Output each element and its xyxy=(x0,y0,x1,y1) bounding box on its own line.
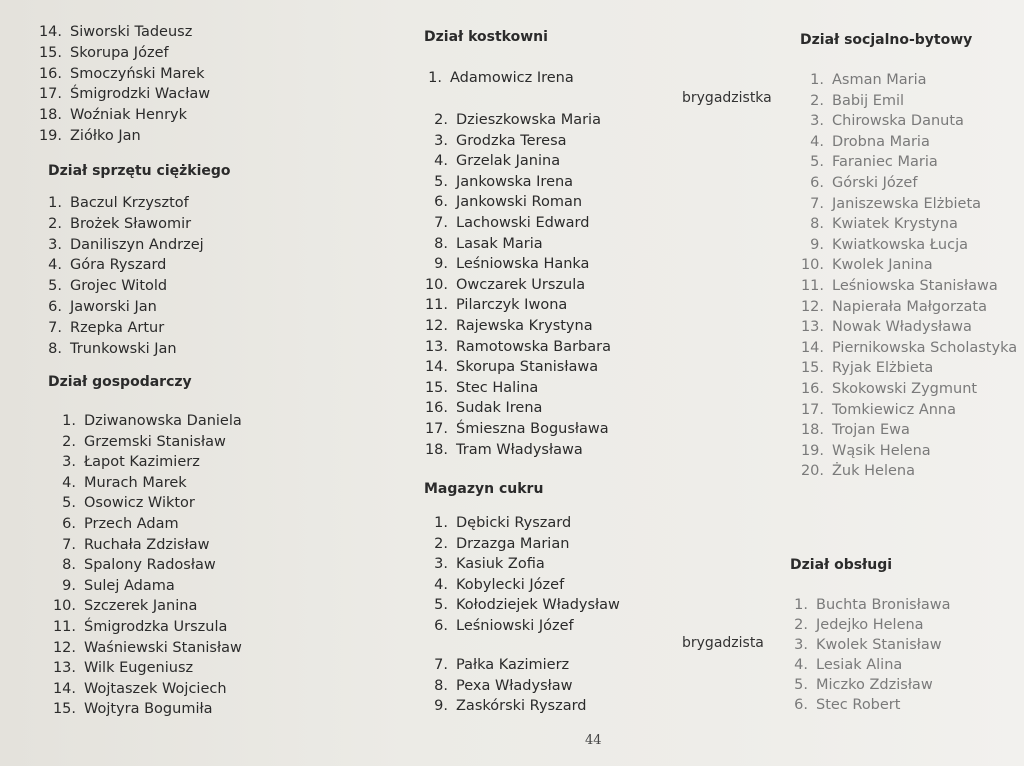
list-item xyxy=(412,398,542,418)
item-number: 11. xyxy=(424,297,448,314)
list-item xyxy=(776,595,950,615)
person-name: Leśniowska Hanka xyxy=(456,256,590,273)
item-number: 7. xyxy=(48,319,62,336)
person-name: Górski Józef xyxy=(832,175,918,191)
item-number: 3. xyxy=(48,236,62,253)
person-name: Napierała Małgorzata xyxy=(832,298,987,315)
person-name: Jankowski Roman xyxy=(456,194,583,211)
person-name: Lesiak Alina xyxy=(816,657,903,673)
person-name: Ryjak Elżbieta xyxy=(832,360,934,377)
list-item xyxy=(776,655,902,675)
item-number: 16. xyxy=(424,400,448,417)
list-item xyxy=(412,513,571,533)
item-number: 3. xyxy=(794,637,808,653)
list-item xyxy=(412,337,611,357)
item-number: 6. xyxy=(62,516,76,532)
section-heading: Dział obsługi xyxy=(790,557,893,573)
list-item xyxy=(412,172,573,192)
person-name: Drobna Maria xyxy=(832,133,930,150)
person-name: Pexa Władysław xyxy=(456,677,573,694)
section-heading: Dział gospodarczy xyxy=(48,374,192,390)
item-number: 1. xyxy=(434,515,448,531)
list-item xyxy=(32,699,212,719)
person-name: Jankowska Irena xyxy=(456,173,574,190)
person-name: Baczul Krzysztof xyxy=(70,195,189,211)
list-item xyxy=(32,658,193,678)
item-number: 5. xyxy=(434,597,448,614)
person-name: Lasak Maria xyxy=(456,235,543,252)
list-item xyxy=(30,105,187,125)
person-name: Kwolek Stanisław xyxy=(816,637,942,653)
item-number: 6. xyxy=(434,194,448,211)
person-name: Daniliszyn Andrzej xyxy=(70,236,204,253)
list-item xyxy=(30,84,210,104)
person-name: Góra Ryszard xyxy=(70,257,167,274)
item-number: 5. xyxy=(794,677,808,693)
list-item xyxy=(412,234,543,254)
list-item xyxy=(32,493,195,513)
item-number: 17. xyxy=(800,401,824,418)
person-name: Kobylecki Józef xyxy=(456,576,565,593)
item-number: 1. xyxy=(62,413,76,429)
person-name: Tomkiewicz Anna xyxy=(832,401,957,418)
person-name: Skokowski Zygmunt xyxy=(832,381,978,397)
item-number: 7. xyxy=(62,536,76,553)
list-item xyxy=(32,411,242,431)
item-number: 1. xyxy=(794,597,808,613)
item-number: 8. xyxy=(48,340,62,357)
list-item xyxy=(412,110,601,130)
person-name: Wojtyra Bogumiła xyxy=(84,701,213,718)
item-number: 20. xyxy=(800,463,824,480)
item-number: 3. xyxy=(62,454,76,471)
item-number: 6. xyxy=(434,618,448,634)
person-name: Lachowski Edward xyxy=(456,215,590,231)
list-item xyxy=(30,214,191,234)
person-name: Sulej Adama xyxy=(84,577,175,594)
item-number: 9. xyxy=(810,236,824,253)
role-note: brygadzista xyxy=(682,635,764,651)
person-name: Siworski Tadeusz xyxy=(70,24,193,40)
list-item xyxy=(30,276,167,296)
person-name: Śmieszna Bogusława xyxy=(456,421,609,437)
item-number: 18. xyxy=(800,422,824,439)
item-number: 7. xyxy=(434,215,448,231)
list-item xyxy=(412,254,589,274)
person-name: Miczko Zdzisław xyxy=(816,677,933,693)
item-number: 1. xyxy=(428,70,442,86)
list-item xyxy=(784,173,917,193)
list-item xyxy=(412,676,573,696)
item-number: 10. xyxy=(52,598,76,615)
item-number: 13. xyxy=(800,319,824,336)
list-item xyxy=(412,419,609,439)
list-item xyxy=(776,695,900,715)
person-name: Grzemski Stanisław xyxy=(84,433,226,450)
person-name: Leśniowska Stanisława xyxy=(832,278,998,294)
person-name: Żuk Helena xyxy=(832,463,915,480)
item-number: 8. xyxy=(62,557,76,574)
list-item xyxy=(412,554,545,574)
person-name: Rzepka Artur xyxy=(70,319,165,336)
page-number: 44 xyxy=(585,733,602,748)
person-name: Wojtaszek Wojciech xyxy=(84,680,227,697)
list-item xyxy=(32,473,187,493)
person-name: Murach Marek xyxy=(84,474,187,491)
person-name: Skorupa Józef xyxy=(70,44,169,61)
item-number: 16. xyxy=(38,65,62,82)
item-number: 14. xyxy=(800,339,824,356)
person-name: Kwolek Janina xyxy=(832,257,933,274)
item-number: 4. xyxy=(810,133,824,150)
list-item xyxy=(412,131,567,151)
person-name: Babij Emil xyxy=(832,92,905,109)
list-item xyxy=(32,555,216,575)
person-name: Drzazga Marian xyxy=(456,535,570,552)
person-name: Janiszewska Elżbieta xyxy=(832,195,982,212)
list-item xyxy=(784,214,958,234)
list-item xyxy=(784,338,1017,358)
item-number: 2. xyxy=(810,92,824,109)
person-name: Rajewska Krystyna xyxy=(456,318,593,334)
person-name: Trunkowski Jan xyxy=(70,340,177,357)
list-item xyxy=(784,317,972,337)
person-name: Grodzka Teresa xyxy=(456,132,567,149)
item-number: 9. xyxy=(62,577,76,594)
item-number: 7. xyxy=(810,195,824,212)
item-number: 4. xyxy=(48,257,62,274)
section-heading: Dział socjalno-bytowy xyxy=(800,32,973,48)
list-item xyxy=(30,43,169,63)
person-name: Wąsik Helena xyxy=(832,442,931,459)
list-item xyxy=(776,615,924,635)
person-name: Stec Robert xyxy=(816,697,901,713)
item-number: 10. xyxy=(424,276,448,293)
list-item xyxy=(784,400,956,420)
section-heading: Magazyn cukru xyxy=(424,481,544,497)
list-item xyxy=(412,575,564,595)
list-item xyxy=(412,696,587,716)
item-number: 17. xyxy=(424,421,448,437)
role-note: brygadzistka xyxy=(682,90,772,106)
person-name: Trojan Ewa xyxy=(832,422,910,439)
item-number: 3. xyxy=(810,113,824,130)
item-number: 9. xyxy=(434,698,448,715)
list-item xyxy=(412,275,585,295)
list-item xyxy=(776,675,933,695)
item-number: 2. xyxy=(434,535,448,552)
person-name: Chirowska Danuta xyxy=(832,113,964,130)
person-name: Szczerek Janina xyxy=(84,598,198,615)
item-number: 2. xyxy=(434,112,448,128)
item-number: 10. xyxy=(800,257,824,274)
item-number: 5. xyxy=(434,173,448,190)
person-name: Śmigrodzka Urszula xyxy=(84,619,228,635)
list-item xyxy=(784,276,998,296)
list-item xyxy=(32,638,242,658)
list-item xyxy=(30,126,141,146)
list-item xyxy=(412,151,560,171)
list-item xyxy=(784,235,968,255)
person-name: Nowak Władysława xyxy=(832,319,972,336)
list-item xyxy=(30,318,164,338)
item-number: 8. xyxy=(434,235,448,252)
item-number: 14. xyxy=(38,24,62,40)
item-number: 2. xyxy=(794,617,808,633)
list-item xyxy=(30,22,192,42)
item-number: 15. xyxy=(424,379,448,396)
list-item xyxy=(32,679,227,699)
item-number: 5. xyxy=(48,278,62,295)
item-number: 5. xyxy=(810,154,824,171)
list-item xyxy=(784,132,930,152)
item-number: 3. xyxy=(434,132,448,149)
item-number: 3. xyxy=(434,556,448,573)
item-number: 9. xyxy=(434,256,448,273)
list-item xyxy=(32,452,200,472)
person-name: Pałka Kazimierz xyxy=(456,657,570,673)
list-item xyxy=(412,316,593,336)
list-item xyxy=(412,595,620,615)
person-name: Ruchała Zdzisław xyxy=(84,536,210,553)
list-item xyxy=(30,235,204,255)
list-item xyxy=(30,339,177,359)
person-name: Przech Adam xyxy=(84,516,179,532)
item-number: 18. xyxy=(424,441,448,458)
item-number: 14. xyxy=(52,680,76,697)
list-item xyxy=(784,91,904,111)
person-name: Sudak Irena xyxy=(456,400,543,417)
list-item xyxy=(784,152,938,172)
item-number: 12. xyxy=(424,318,448,334)
person-name: Waśniewski Stanisław xyxy=(84,639,242,656)
list-item xyxy=(412,616,574,636)
item-number: 6. xyxy=(794,697,808,713)
list-item xyxy=(784,111,964,131)
section-heading: Dział sprzętu ciężkiego xyxy=(48,163,231,179)
item-number: 14. xyxy=(424,359,448,376)
list-item xyxy=(784,194,981,214)
list-item xyxy=(412,295,567,315)
person-name: Spalony Radosław xyxy=(84,557,216,574)
item-number: 13. xyxy=(52,660,76,677)
list-item xyxy=(32,535,209,555)
person-name: Tram Władysława xyxy=(456,441,583,458)
person-name: Ziółko Jan xyxy=(70,128,141,144)
item-number: 8. xyxy=(434,677,448,694)
list-item xyxy=(32,432,226,452)
list-item xyxy=(30,193,189,213)
person-name: Dziwanowska Daniela xyxy=(84,413,242,429)
item-number: 6. xyxy=(48,299,62,315)
list-item xyxy=(776,635,942,655)
person-name: Jedejko Helena xyxy=(816,617,924,633)
person-name: Kołodziejek Władysław xyxy=(456,597,620,614)
person-name: Woźniak Henryk xyxy=(70,107,188,124)
list-item xyxy=(30,255,166,275)
item-number: 11. xyxy=(52,619,76,635)
item-number: 19. xyxy=(800,442,824,459)
person-name: Ramotowska Barbara xyxy=(456,338,611,355)
list-item xyxy=(412,213,589,233)
person-name: Grzelak Janina xyxy=(456,153,561,170)
item-number: 1. xyxy=(48,195,62,211)
person-name: Grojec Witold xyxy=(70,278,168,295)
person-name: Faraniec Maria xyxy=(832,154,938,171)
person-name: Dzieszkowska Maria xyxy=(456,112,601,128)
list-item xyxy=(412,357,598,377)
person-name: Buchta Bronisława xyxy=(816,597,951,613)
item-number: 19. xyxy=(38,128,62,144)
list-item xyxy=(784,441,931,461)
list-item xyxy=(32,617,227,637)
list-item xyxy=(784,297,987,317)
item-number: 6. xyxy=(810,175,824,191)
item-number: 12. xyxy=(52,639,76,656)
person-name: Wilk Eugeniusz xyxy=(84,660,194,677)
list-item xyxy=(30,64,205,84)
person-name: Kwiatek Krystyna xyxy=(832,216,958,233)
list-item xyxy=(784,255,933,275)
person-name: Kasiuk Zofia xyxy=(456,556,545,573)
item-number: 8. xyxy=(810,216,824,233)
list-item xyxy=(32,576,175,596)
item-number: 2. xyxy=(62,433,76,450)
list-item xyxy=(30,297,157,317)
list-item xyxy=(412,378,538,398)
item-number: 2. xyxy=(48,215,62,232)
item-number: 18. xyxy=(38,107,62,124)
person-name: Stec Halina xyxy=(456,379,539,396)
person-name: Jaworski Jan xyxy=(70,299,157,315)
person-name: Piernikowska Scholastyka xyxy=(832,339,1018,356)
item-number: 15. xyxy=(38,44,62,61)
item-number: 1. xyxy=(810,72,824,88)
item-number: 4. xyxy=(794,657,808,673)
list-item xyxy=(412,440,583,460)
item-number: 11. xyxy=(800,278,824,294)
item-number: 5. xyxy=(62,495,76,512)
item-number: 7. xyxy=(434,657,448,673)
list-item xyxy=(412,68,574,88)
item-number: 13. xyxy=(424,338,448,355)
list-item xyxy=(32,596,197,616)
list-item xyxy=(784,70,927,90)
person-name: Zaskórski Ryszard xyxy=(456,698,587,715)
item-number: 4. xyxy=(434,153,448,170)
list-item xyxy=(412,655,569,675)
person-name: Osowicz Wiktor xyxy=(84,495,195,512)
section-heading: Dział kostkowni xyxy=(424,29,548,45)
person-name: Skorupa Stanisława xyxy=(456,359,599,376)
list-item xyxy=(32,514,179,534)
item-number: 17. xyxy=(38,86,62,103)
list-item xyxy=(784,358,933,378)
item-number: 4. xyxy=(434,576,448,593)
list-item xyxy=(784,461,915,481)
person-name: Śmigrodzki Wacław xyxy=(70,86,211,103)
item-number: 15. xyxy=(52,701,76,718)
person-name: Brożek Sławomir xyxy=(70,215,192,232)
item-number: 12. xyxy=(800,298,824,315)
list-item xyxy=(784,420,910,440)
item-number: 16. xyxy=(800,381,824,397)
person-name: Kwiatkowska Łucja xyxy=(832,236,968,253)
item-number: 4. xyxy=(62,474,76,491)
list-item xyxy=(412,192,582,212)
person-name: Pilarczyk Iwona xyxy=(456,297,568,314)
person-name: Adamowicz Irena xyxy=(450,70,574,86)
person-name: Dębicki Ryszard xyxy=(456,515,572,531)
person-name: Smoczyński Marek xyxy=(70,65,205,82)
person-name: Asman Maria xyxy=(832,72,927,88)
item-number: 15. xyxy=(800,360,824,377)
list-item xyxy=(784,379,977,399)
person-name: Łapot Kazimierz xyxy=(84,454,200,471)
person-name: Owczarek Urszula xyxy=(456,276,586,293)
person-name: Leśniowski Józef xyxy=(456,618,574,634)
list-item xyxy=(412,534,569,554)
